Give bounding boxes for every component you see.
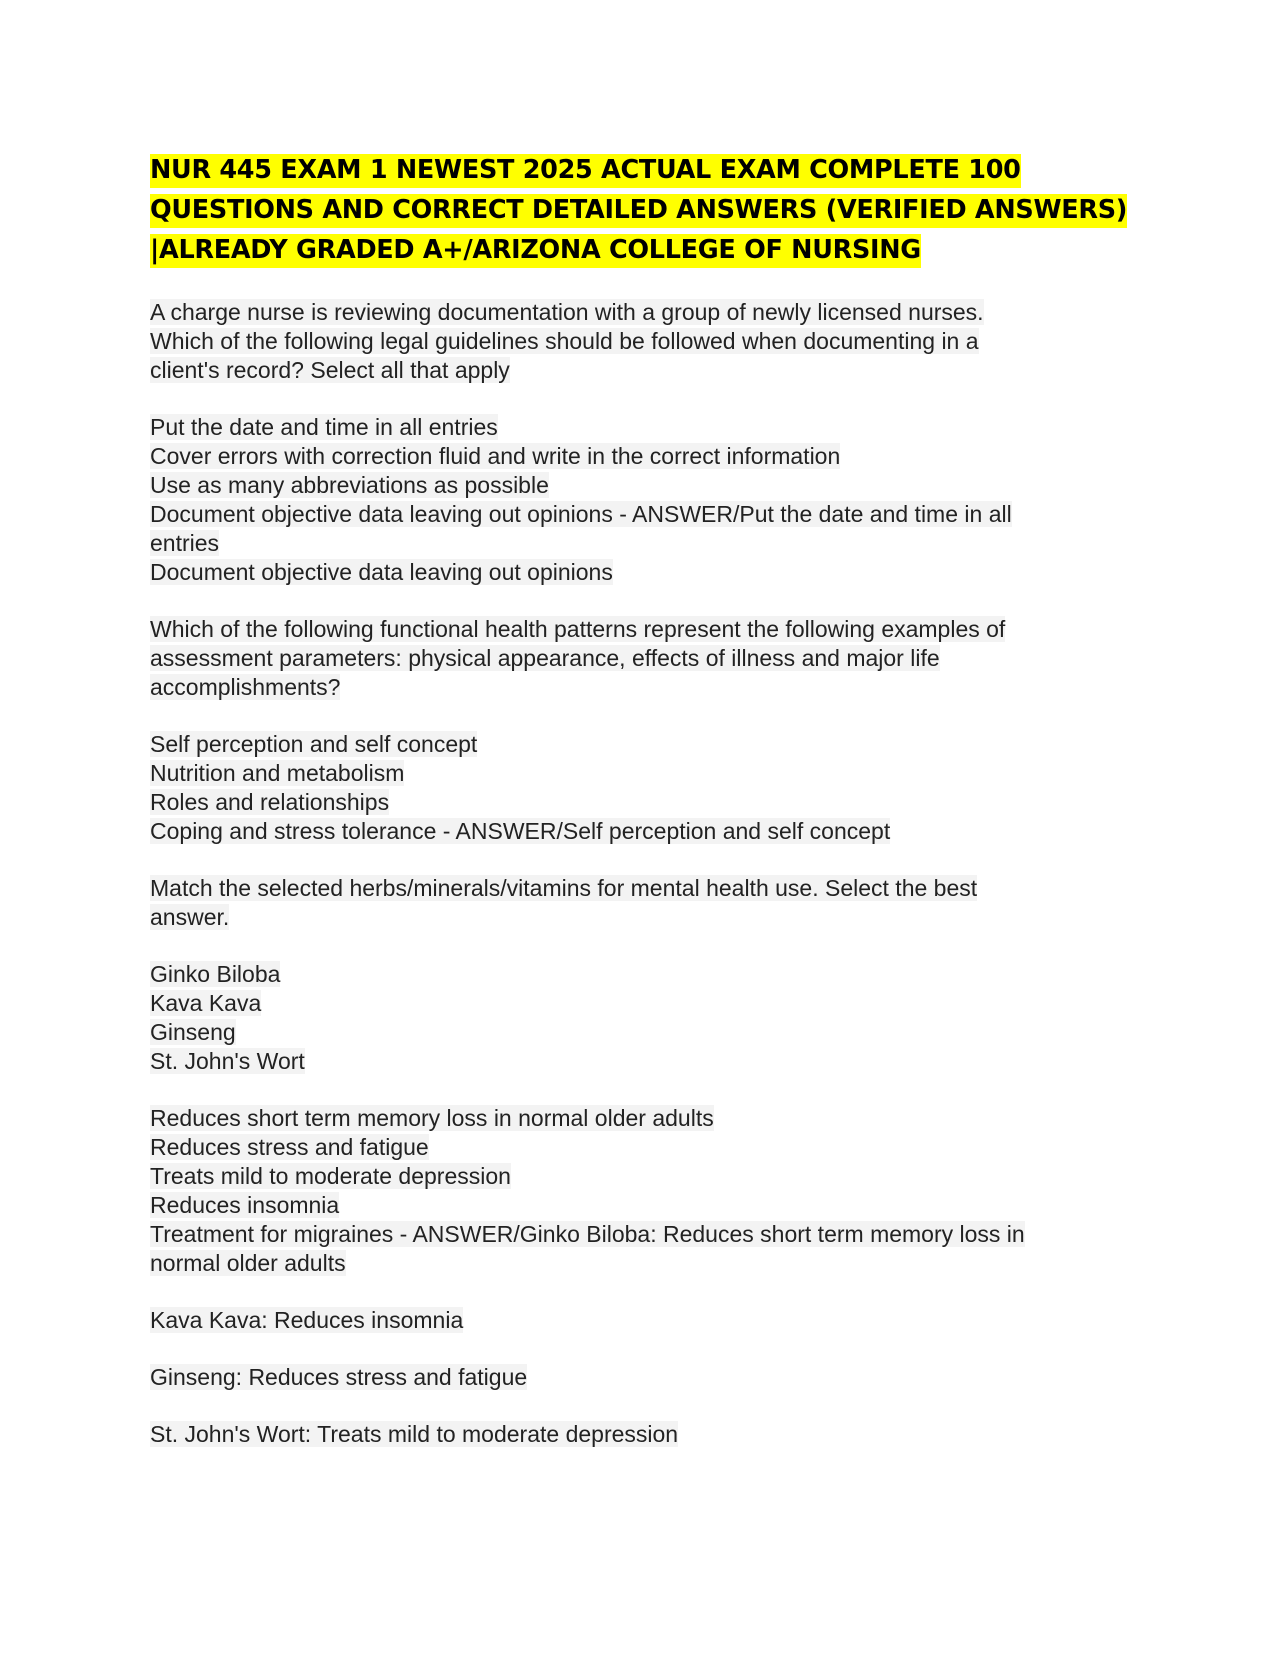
option-text: Self perception and self concept	[150, 731, 478, 757]
question-1-stem	[150, 298, 1130, 385]
use-text: normal older adults	[150, 1250, 346, 1276]
text-line: assessment parameters: physical appearance, effects of illness and major life	[150, 645, 940, 671]
herb-text: Ginko Biloba	[150, 961, 281, 987]
text-line: client's record? Select all that apply	[150, 357, 510, 383]
question-2-options	[150, 730, 1130, 846]
option-text: Document objective data leaving out opinions	[150, 559, 613, 585]
question-1-options	[150, 413, 1130, 587]
herb-text: St. John's Wort	[150, 1048, 305, 1074]
question-3-uses	[150, 1104, 1130, 1278]
document-title	[150, 150, 1130, 270]
text-line: A charge nurse is reviewing documentation with a group of newly licensed nurses.	[150, 299, 984, 325]
answer-text: Kava Kava: Reduces insomnia	[150, 1307, 464, 1333]
use-text: Reduces stress and fatigue	[150, 1134, 429, 1160]
option-text: Nutrition and metabolism	[150, 760, 405, 786]
option-text: entries	[150, 530, 220, 556]
herb-text: Ginseng	[150, 1019, 236, 1045]
use-text: Treats mild to moderate depression	[150, 1163, 511, 1189]
use-text: Reduces short term memory loss in normal older adults	[150, 1105, 714, 1131]
text-line: answer.	[150, 904, 230, 930]
title-line: |ALREADY GRADED A+/ARIZONA COLLEGE OF NURSING	[150, 234, 921, 268]
title-line: QUESTIONS AND CORRECT DETAILED ANSWERS (VERIFIED ANSWERS)	[150, 194, 1127, 228]
answer-text: St. John's Wort: Treats mild to moderate depression	[150, 1421, 679, 1447]
option-text: Put the date and time in all entries	[150, 414, 498, 440]
title-line: NUR 445 EXAM 1 NEWEST 2025 ACTUAL EXAM COMPLETE 100	[150, 154, 1021, 188]
answer-text: Ginseng: Reduces stress and fatigue	[150, 1364, 528, 1390]
text-line: Which of the following functional health patterns represent the following examples of	[150, 616, 1006, 642]
option-text: Cover errors with correction fluid and write in the correct information	[150, 443, 841, 469]
document-content	[150, 150, 1130, 1477]
option-text: Use as many abbreviations as possible	[150, 472, 549, 498]
use-text: Reduces insomnia	[150, 1192, 340, 1218]
option-text: Coping and stress tolerance - ANSWER/Self perception and self concept	[150, 818, 891, 844]
question-3-herbs	[150, 960, 1130, 1076]
question-2-stem	[150, 615, 1130, 702]
question-3-stem	[150, 874, 1130, 932]
answer-stjohns	[150, 1420, 1130, 1449]
text-line: Match the selected herbs/minerals/vitamins for mental health use. Select the best	[150, 875, 978, 901]
option-text: Document objective data leaving out opinions - ANSWER/Put the date and time in all	[150, 501, 1012, 527]
answer-kava	[150, 1306, 1130, 1335]
text-line: Which of the following legal guidelines should be followed when documenting in a	[150, 328, 979, 354]
herb-text: Kava Kava	[150, 990, 262, 1016]
use-text: Treatment for migraines - ANSWER/Ginko Biloba: Reduces short term memory loss in	[150, 1221, 1025, 1247]
answer-ginseng	[150, 1363, 1130, 1392]
text-line: accomplishments?	[150, 674, 341, 700]
option-text: Roles and relationships	[150, 789, 390, 815]
